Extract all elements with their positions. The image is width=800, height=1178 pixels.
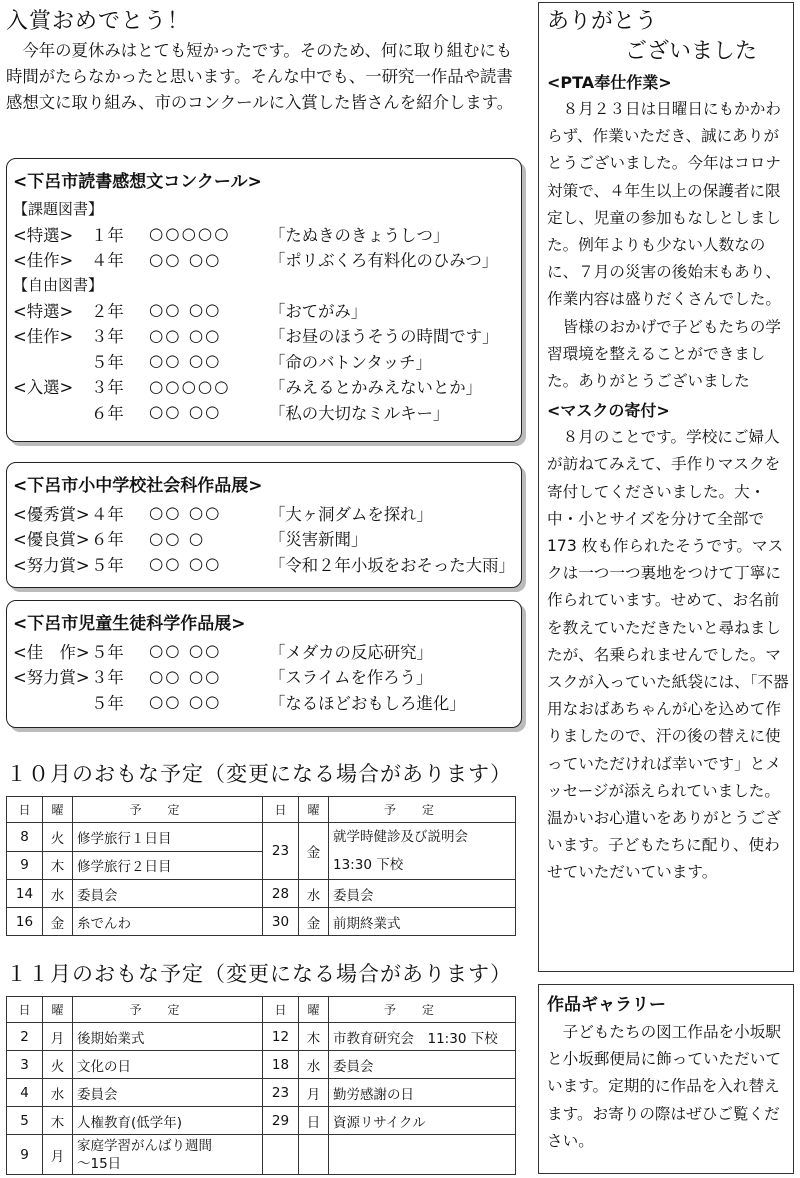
thanks-title-line2: ございました xyxy=(625,39,758,64)
event-cell: 後期始業式 xyxy=(73,1023,263,1051)
award-name: ○○ ○○ xyxy=(149,351,222,371)
day-cell: 9 xyxy=(7,851,43,880)
day-cell: 8 xyxy=(7,823,43,852)
award-row xyxy=(13,526,521,552)
award-grade: ３年 xyxy=(91,668,124,688)
dow-cell: 日 xyxy=(299,1107,329,1135)
day-cell: 30 xyxy=(263,908,299,936)
table-row xyxy=(7,1079,516,1107)
gallery-title: 作品ギャラリー xyxy=(547,995,666,1015)
col-dow: 曜 xyxy=(299,997,329,1023)
award-row xyxy=(13,551,521,577)
day-cell: 9 xyxy=(7,1135,43,1175)
dow-cell: 火 xyxy=(43,1051,73,1079)
dow-cell: 月 xyxy=(43,1135,73,1175)
event-cell: 修学旅行１日目 xyxy=(73,823,263,852)
table-row xyxy=(7,1135,516,1175)
event-line: 家庭学習がんばり週間 xyxy=(77,1137,212,1154)
award-row xyxy=(13,247,521,273)
award-row xyxy=(13,348,521,374)
dow-cell: 水 xyxy=(43,880,73,908)
award-name: ○○ ○○ xyxy=(149,692,222,712)
day-cell: 23 xyxy=(263,1079,299,1107)
award-category: <特選> xyxy=(13,225,74,245)
award-name: ○○ ○○ xyxy=(149,402,222,422)
award-name: ○○ ○○ xyxy=(149,300,222,320)
gallery-body xyxy=(547,1019,787,1155)
award-category: <優秀賞> xyxy=(13,504,90,524)
col-plan: 予定 xyxy=(73,797,263,823)
award-grade: ３年 xyxy=(91,327,124,347)
free-books-label: 【自由図書】 xyxy=(13,276,104,294)
dow-cell: 木 xyxy=(43,1107,73,1135)
intro-paragraph: 今年の夏休みはとても短かったです。そのため、何に取り組むにも時間がたらなかったと思います。そんな中でも、一研究一作品や読書感想文に取り組み、市のコンクールに入賞した皆さんを紹介します。 xyxy=(6,41,514,112)
thanks-box xyxy=(538,2,794,972)
day-cell: 4 xyxy=(7,1079,43,1107)
social-contest-title: <下呂市小中学校社会科作品展> xyxy=(13,476,263,496)
award-name: ○○ ○○ xyxy=(149,325,222,345)
col-dow: 曜 xyxy=(299,797,329,823)
award-name: ○○ ○○ xyxy=(149,249,222,269)
col-day: 日 xyxy=(7,997,43,1023)
dow-cell: 木 xyxy=(43,851,73,880)
day-cell: 23 xyxy=(263,823,299,880)
col-dow: 曜 xyxy=(43,797,73,823)
pta-body xyxy=(547,96,789,395)
table-row xyxy=(7,1023,516,1051)
event-cell: 修学旅行２日目 xyxy=(73,851,263,880)
dow-cell: 月 xyxy=(43,1023,73,1051)
pta-paragraph: ８月２３日は日曜日にもかかわらず、作業いただき、誠にありがとうございました。今年はコロナ対策で、４年生以上の保護者に限定し、児童の参加もなしとしました。例年よりも少ない人数なのに、７月の災害の後始末もあり、作業内容は盛りだくさんでした。 xyxy=(547,100,781,309)
november-schedule-title: １１月のおもな予定（変更になる場合があります） xyxy=(6,962,512,986)
event-cell: 文化の日 xyxy=(73,1051,263,1079)
dow-cell: 木 xyxy=(299,1023,329,1051)
day-cell: 3 xyxy=(7,1051,43,1079)
award-row xyxy=(13,638,521,664)
table-row xyxy=(7,908,516,936)
award-grade: ４年 xyxy=(91,504,124,524)
day-cell: 29 xyxy=(263,1107,299,1135)
dow-cell: 金 xyxy=(299,823,329,880)
award-name: ○○ ○○ xyxy=(149,666,222,686)
award-row xyxy=(13,221,521,247)
award-name: ○○○○○ xyxy=(149,376,231,396)
award-work-title: 「災害新聞」 xyxy=(269,530,368,550)
award-category: <努力賞> xyxy=(13,668,90,688)
award-grade: ３年 xyxy=(91,378,124,398)
event-cell: 委員会 xyxy=(329,880,516,908)
award-work-title: 「みえるとかみえないとか」 xyxy=(269,378,483,398)
day-cell: 12 xyxy=(263,1023,299,1051)
award-grade: ５年 xyxy=(91,352,124,372)
day-cell: 18 xyxy=(263,1051,299,1079)
pta-paragraph: 皆様のおかげで子どもたちの学習環境を整えることができました。ありがとうございました xyxy=(547,317,781,391)
award-work-title: 「なるほどおもしろ進化」 xyxy=(269,693,466,713)
reading-contest-box xyxy=(6,158,522,442)
award-grade: ６年 xyxy=(91,403,124,423)
award-work-title: 「メダカの反応研究」 xyxy=(269,642,433,662)
day-cell xyxy=(263,1135,299,1175)
day-cell: 2 xyxy=(7,1023,43,1051)
col-plan: 予定 xyxy=(73,997,263,1023)
award-category: <入選> xyxy=(13,378,74,398)
col-plan: 予定 xyxy=(329,997,516,1023)
award-name: ○○○○○ xyxy=(149,224,231,244)
col-day: 日 xyxy=(263,797,299,823)
award-work-title: 「ポリぶくろ有料化のひみつ」 xyxy=(269,251,499,271)
page-title: 入賞おめでとう！ xyxy=(6,9,191,34)
award-name: ○○ ○ xyxy=(149,528,206,548)
award-category: <特選> xyxy=(13,301,74,321)
thanks-title-line1: ありがとう xyxy=(547,9,658,34)
award-category: <優良賞> xyxy=(13,530,90,550)
day-cell: 5 xyxy=(7,1107,43,1135)
pta-heading: <PTA奉仕作業> xyxy=(547,73,672,92)
dow-cell xyxy=(299,1135,329,1175)
award-work-title: 「スライムを作ろう」 xyxy=(269,668,433,688)
dow-cell: 金 xyxy=(43,908,73,936)
award-grade: ５年 xyxy=(91,555,124,575)
award-row xyxy=(13,399,521,425)
event-cell xyxy=(73,1135,263,1175)
award-row xyxy=(13,323,521,349)
october-schedule-table xyxy=(6,796,516,936)
col-day: 日 xyxy=(7,797,43,823)
gallery-paragraph: 子どもたちの図工作品を小坂駅と小坂郵便局に飾っていただいています。定期的に作品を入れ替えます。お寄りの際はぜひご覧ください。 xyxy=(547,1023,781,1150)
award-name: ○○ ○○ xyxy=(149,503,222,523)
event-cell: 委員会 xyxy=(329,1051,516,1079)
assigned-books-label: 【課題図書】 xyxy=(13,200,104,218)
event-cell: 糸でんわ xyxy=(73,908,263,936)
event-cell: 資源リサイクル xyxy=(329,1107,516,1135)
award-category: <努力賞> xyxy=(13,555,90,575)
award-grade: ２年 xyxy=(91,301,124,321)
dow-cell: 金 xyxy=(299,908,329,936)
november-schedule-table xyxy=(6,996,516,1175)
award-row xyxy=(13,297,521,323)
mask-heading: <マスクの寄付> xyxy=(547,401,670,421)
award-grade: ５年 xyxy=(91,642,124,662)
award-grade: ４年 xyxy=(91,251,124,271)
science-contest-box xyxy=(6,600,522,728)
dow-cell: 水 xyxy=(299,880,329,908)
event-cell: 委員会 xyxy=(73,1079,263,1107)
dow-cell: 月 xyxy=(299,1079,329,1107)
event-line: ～15日 xyxy=(77,1155,122,1172)
event-cell xyxy=(329,1135,516,1175)
day-cell: 16 xyxy=(7,908,43,936)
day-cell: 28 xyxy=(263,880,299,908)
col-plan: 予定 xyxy=(329,797,516,823)
award-grade: ５年 xyxy=(91,693,124,713)
award-row xyxy=(13,500,521,526)
award-work-title: 「私の大切なミルキー」 xyxy=(269,403,450,423)
intro-text xyxy=(6,38,522,116)
award-work-title: 「おてがみ」 xyxy=(269,301,368,321)
award-row xyxy=(13,689,521,715)
award-row xyxy=(13,374,521,400)
thanks-title xyxy=(547,7,789,67)
award-grade: １年 xyxy=(91,225,124,245)
table-row xyxy=(7,880,516,908)
award-category: <佳作> xyxy=(13,251,74,271)
event-line: 13:30 下校 xyxy=(333,857,404,873)
award-grade: ６年 xyxy=(91,530,124,550)
award-name: ○○ ○○ xyxy=(149,554,222,574)
dow-cell: 火 xyxy=(43,823,73,852)
table-row xyxy=(7,1051,516,1079)
reading-contest-title: <下呂市読書感想文コンクール> xyxy=(13,172,262,192)
event-cell: 人権教育(低学年) xyxy=(73,1107,263,1135)
day-cell: 14 xyxy=(7,880,43,908)
social-contest-box xyxy=(6,462,522,588)
event-cell xyxy=(329,823,516,880)
award-name: ○○ ○○ xyxy=(149,641,222,661)
award-row xyxy=(13,664,521,690)
award-work-title: 「たぬきのきょうしつ」 xyxy=(269,225,450,245)
table-row xyxy=(7,1107,516,1135)
mask-paragraph: ８月のことです。学校にご婦人が訪ねてみえて、手作りマスクを寄付してくださいました。大・中・小とサイズを分けて全部で 173 枚も作られたそうです。マスクは一つ一つ裏地をつけて丁寧に作られています。せめて、お名前を教えていただきたいと尋ねましたが、名乗られませんでした。マスクが入っていた紙袋には、「不器用なおばあちゃんが心を込めて作りましたので、汗の後の替えに使っていただければ幸いです」とメッセージが添えられていました。温かいお心遣いをありがとうございます。子どもたちに配り、使わせていただいています。 xyxy=(547,428,789,882)
dow-cell: 水 xyxy=(299,1051,329,1079)
table-row xyxy=(7,823,516,852)
award-category: <佳作> xyxy=(13,327,74,347)
dow-cell: 水 xyxy=(43,1079,73,1107)
event-cell: 委員会 xyxy=(73,880,263,908)
col-day: 日 xyxy=(263,997,299,1023)
event-cell: 前期終業式 xyxy=(329,908,516,936)
science-contest-title: <下呂市児童生徒科学作品展> xyxy=(13,614,246,634)
gallery-box xyxy=(538,984,794,1174)
award-work-title: 「命のバトンタッチ」 xyxy=(269,352,432,372)
event-line: 就学時健診及び説明会 xyxy=(333,829,468,845)
october-schedule-title: １０月のおもな予定（変更になる場合があります） xyxy=(6,762,512,786)
award-category: <佳 作> xyxy=(13,642,90,662)
award-work-title: 「令和２年小坂をおそった大雨」 xyxy=(269,555,515,575)
col-dow: 曜 xyxy=(43,997,73,1023)
award-work-title: 「大ヶ洞ダムを探れ」 xyxy=(269,504,433,524)
award-work-title: 「お昼のほうそうの時間です」 xyxy=(269,327,499,347)
event-cell: 市教育研究会 11:30 下校 xyxy=(329,1023,516,1051)
mask-body xyxy=(547,424,789,886)
event-cell: 勤労感謝の日 xyxy=(329,1079,516,1107)
